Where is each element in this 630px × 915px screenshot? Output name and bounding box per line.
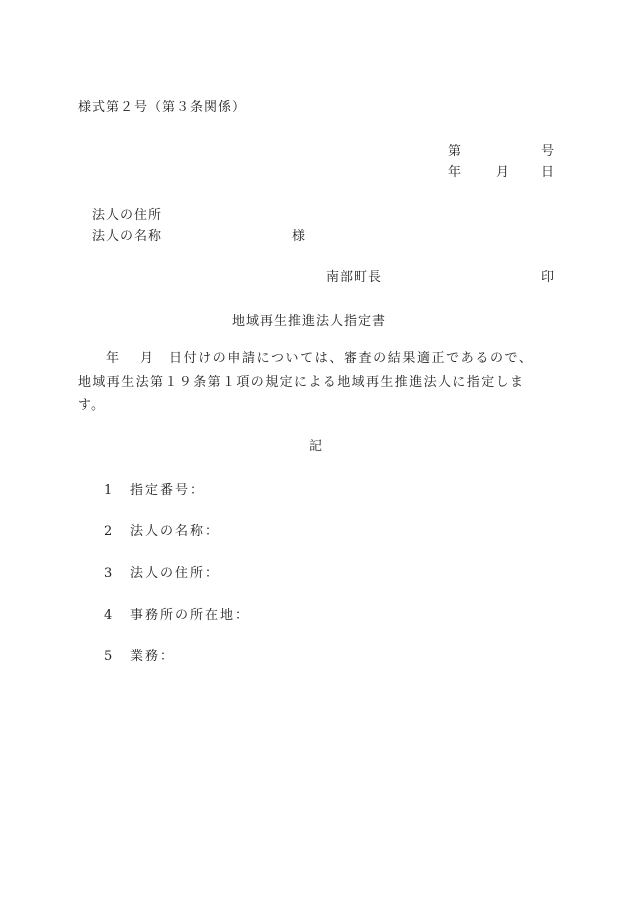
number-dai: 第 bbox=[448, 144, 463, 159]
addressee-address-label: 法人の住所 bbox=[92, 208, 163, 223]
item-number: 2 bbox=[104, 524, 114, 539]
date-day: 日 bbox=[541, 165, 556, 180]
body-month: 月 bbox=[140, 351, 156, 366]
body-line2: 地域再生法第１９条第１項の規定による地域再生推進法人に指定しま bbox=[78, 375, 525, 390]
item-label: 法人の名称： bbox=[130, 524, 221, 539]
body-line3: す。 bbox=[78, 398, 105, 413]
form-label: 様式第２号（第３条関係） bbox=[78, 100, 247, 115]
document-title: 地域再生推進法人指定書 bbox=[232, 314, 387, 329]
addressee-name-label: 法人の名称 bbox=[92, 229, 163, 244]
number-go: 号 bbox=[541, 144, 556, 159]
body-year: 年 bbox=[106, 351, 122, 366]
item-number: 4 bbox=[104, 608, 114, 623]
item-number: 5 bbox=[104, 649, 114, 664]
ki-heading: 記 bbox=[309, 439, 324, 454]
item-label: 指定番号： bbox=[130, 483, 206, 498]
date-month: 月 bbox=[496, 165, 511, 180]
item-label: 事務所の所在地： bbox=[130, 608, 251, 623]
item-label: 業務： bbox=[130, 649, 176, 664]
addressee-sama: 様 bbox=[292, 229, 307, 244]
issuer-seal: 印 bbox=[541, 270, 556, 285]
date-year: 年 bbox=[448, 165, 463, 180]
item-label: 法人の住所： bbox=[130, 566, 221, 581]
issuer-name: 南部町長 bbox=[326, 270, 383, 285]
item-number: 1 bbox=[104, 483, 114, 498]
item-number: 3 bbox=[104, 566, 114, 581]
body-line1: 日付けの申請については、審査の結果適正であるので、 bbox=[169, 351, 534, 366]
